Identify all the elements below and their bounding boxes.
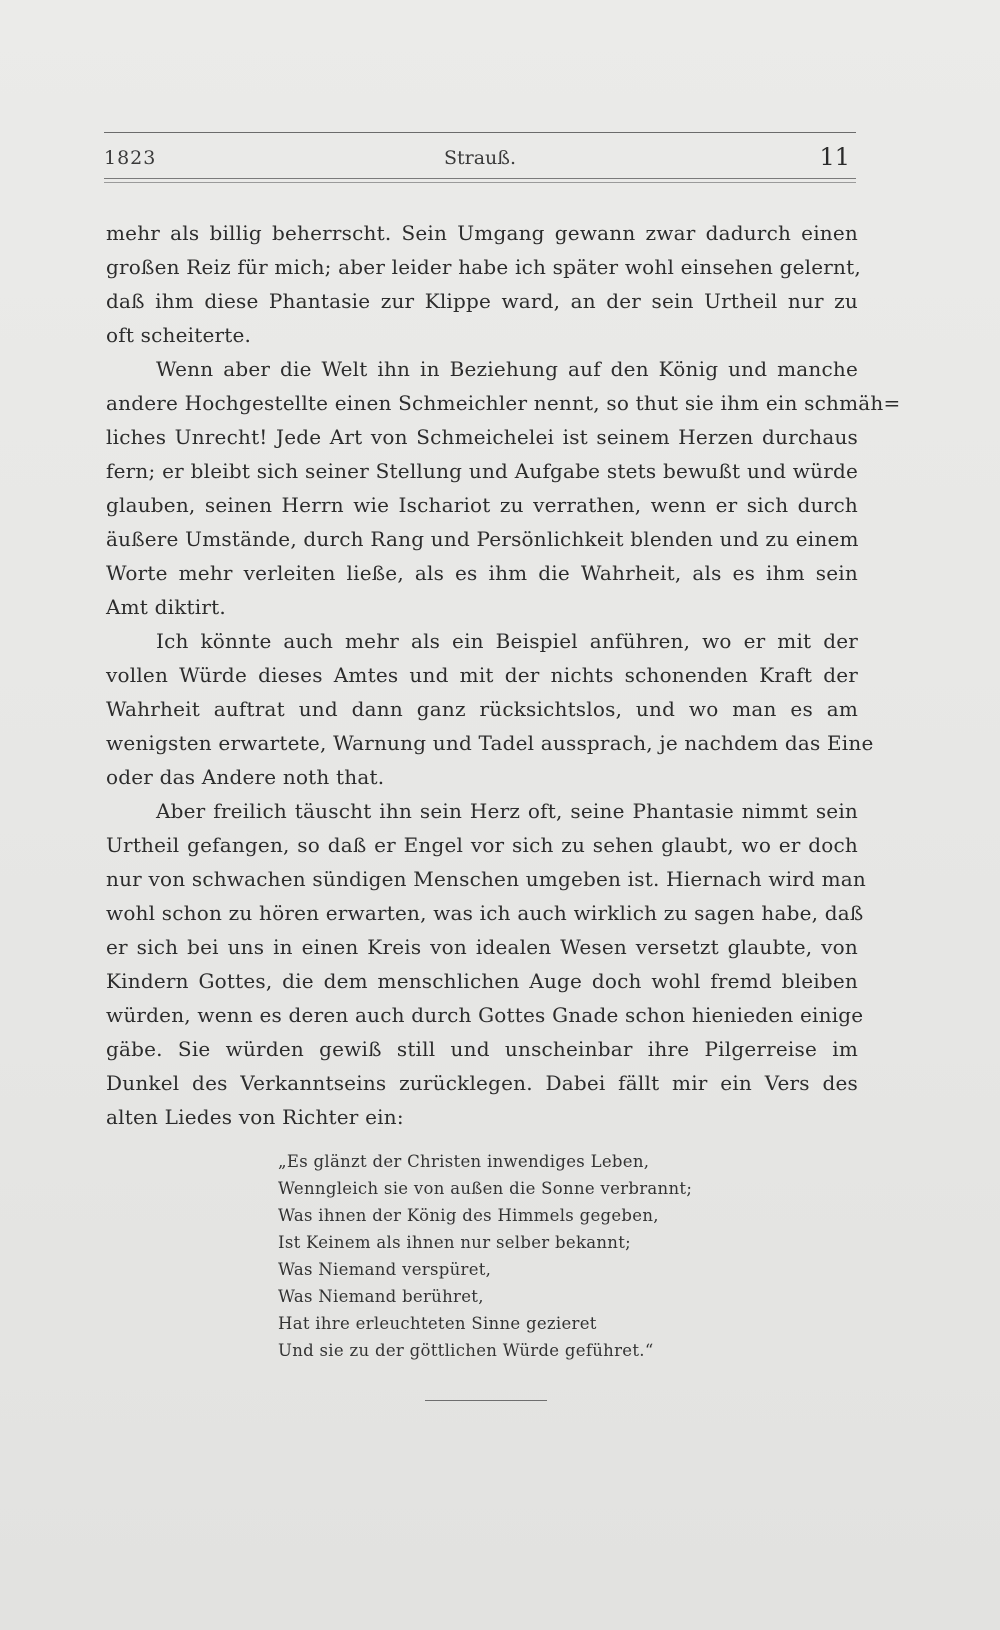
text-line: Wenn aber die Welt ihn in Beziehung auf den König und manche <box>156 357 858 381</box>
text-line: Wahrheit auftrat und dann ganz rücksichtslos, und wo man es am <box>106 697 858 721</box>
poem-line: Und sie zu der göttlichen Würde geführet.“ <box>278 1341 654 1360</box>
text-line: andere Hochgestellte einen Schmeichler nennt, so thut sie ihm ein schmäh= <box>106 391 901 415</box>
running-header <box>104 143 856 175</box>
text-line: mehr als billig beherrscht. Sein Umgang gewann zwar dadurch einen <box>106 221 858 245</box>
poem-line: „Es glänzt der Christen inwendiges Leben, <box>278 1152 650 1171</box>
text-line: würden, wenn es deren auch durch Gottes Gnade schon hienieden einige <box>106 1003 864 1027</box>
poem-line: Was ihnen der König des Himmels gegeben, <box>278 1206 659 1225</box>
poem-line: Ist Keinem als ihnen nur selber bekannt; <box>278 1233 632 1252</box>
poem-line: Was Niemand berühret, <box>278 1287 484 1306</box>
text-line: großen Reiz für mich; aber leider habe ich später wohl einsehen gelernt, <box>106 255 861 279</box>
text-line: glauben, seinen Herrn wie Ischariot zu verrathen, wenn er sich durch <box>106 493 858 517</box>
text-line: Aber freilich täuscht ihn sein Herz oft, seine Phantasie nimmt sein <box>156 799 858 823</box>
text-line: wohl schon zu hören erwarten, was ich auch wirklich zu sagen habe, daß <box>106 901 864 925</box>
header-year: 1823 <box>104 147 157 169</box>
text-line: Worte mehr verleiten ließe, als es ihm die Wahrheit, als es ihm sein <box>106 561 858 585</box>
text-line: wenigsten erwartete, Warnung und Tadel aussprach, je nachdem das Eine <box>106 731 874 755</box>
poem-line: Was Niemand verspüret, <box>278 1260 492 1279</box>
text-line: nur von schwachen sündigen Menschen umgeben ist. Hiernach wird man <box>106 867 866 891</box>
text-line: er sich bei uns in einen Kreis von idealen Wesen versetzt glaubte, von <box>106 935 858 959</box>
text-line: fern; er bleibt sich seiner Stellung und Aufgabe stets bewußt und würde <box>106 459 858 483</box>
text-line: Urtheil gefangen, so daß er Engel vor sich zu sehen glaubt, wo er doch <box>106 833 858 857</box>
text-line: Kindern Gottes, die dem menschlichen Auge doch wohl fremd bleiben <box>106 969 858 993</box>
text-line: oft scheiterte. <box>106 323 252 347</box>
text-line: Dunkel des Verkanntseins zurücklegen. Dabei fällt mir ein Vers des <box>106 1071 858 1095</box>
text-line: gäbe. Sie würden gewiß still und unscheinbar ihre Pilgerreise im <box>106 1037 858 1061</box>
text-line: liches Unrecht! Jede Art von Schmeichelei ist seinem Herzen durchaus <box>106 425 858 449</box>
text-line: alten Liedes von Richter ein: <box>106 1105 404 1129</box>
header-top-rule <box>104 132 856 133</box>
text-line: Ich könnte auch mehr als ein Beispiel anführen, wo er mit der <box>156 629 858 653</box>
text-line: vollen Würde dieses Amtes und mit der nichts schonenden Kraft der <box>106 663 858 687</box>
section-end-rule <box>425 1400 547 1401</box>
poem-quote <box>278 1148 738 1364</box>
text-line: äußere Umstände, durch Rang und Persönlichkeit blenden und zu einem <box>106 527 859 551</box>
text-line: oder das Andere noth that. <box>106 765 385 789</box>
page-number: 11 <box>819 143 850 171</box>
poem-line: Hat ihre erleuchteten Sinne gezieret <box>278 1314 597 1333</box>
poem-line: Wenngleich sie von außen die Sonne verbrannt; <box>278 1179 693 1198</box>
text-line: daß ihm diese Phantasie zur Klippe ward, an der sein Urtheil nur zu <box>106 289 858 313</box>
text-line: Amt diktirt. <box>106 595 226 619</box>
header-bottom-rule <box>104 178 856 183</box>
body-text <box>106 216 901 1134</box>
header-title: Strauß. <box>443 147 517 169</box>
